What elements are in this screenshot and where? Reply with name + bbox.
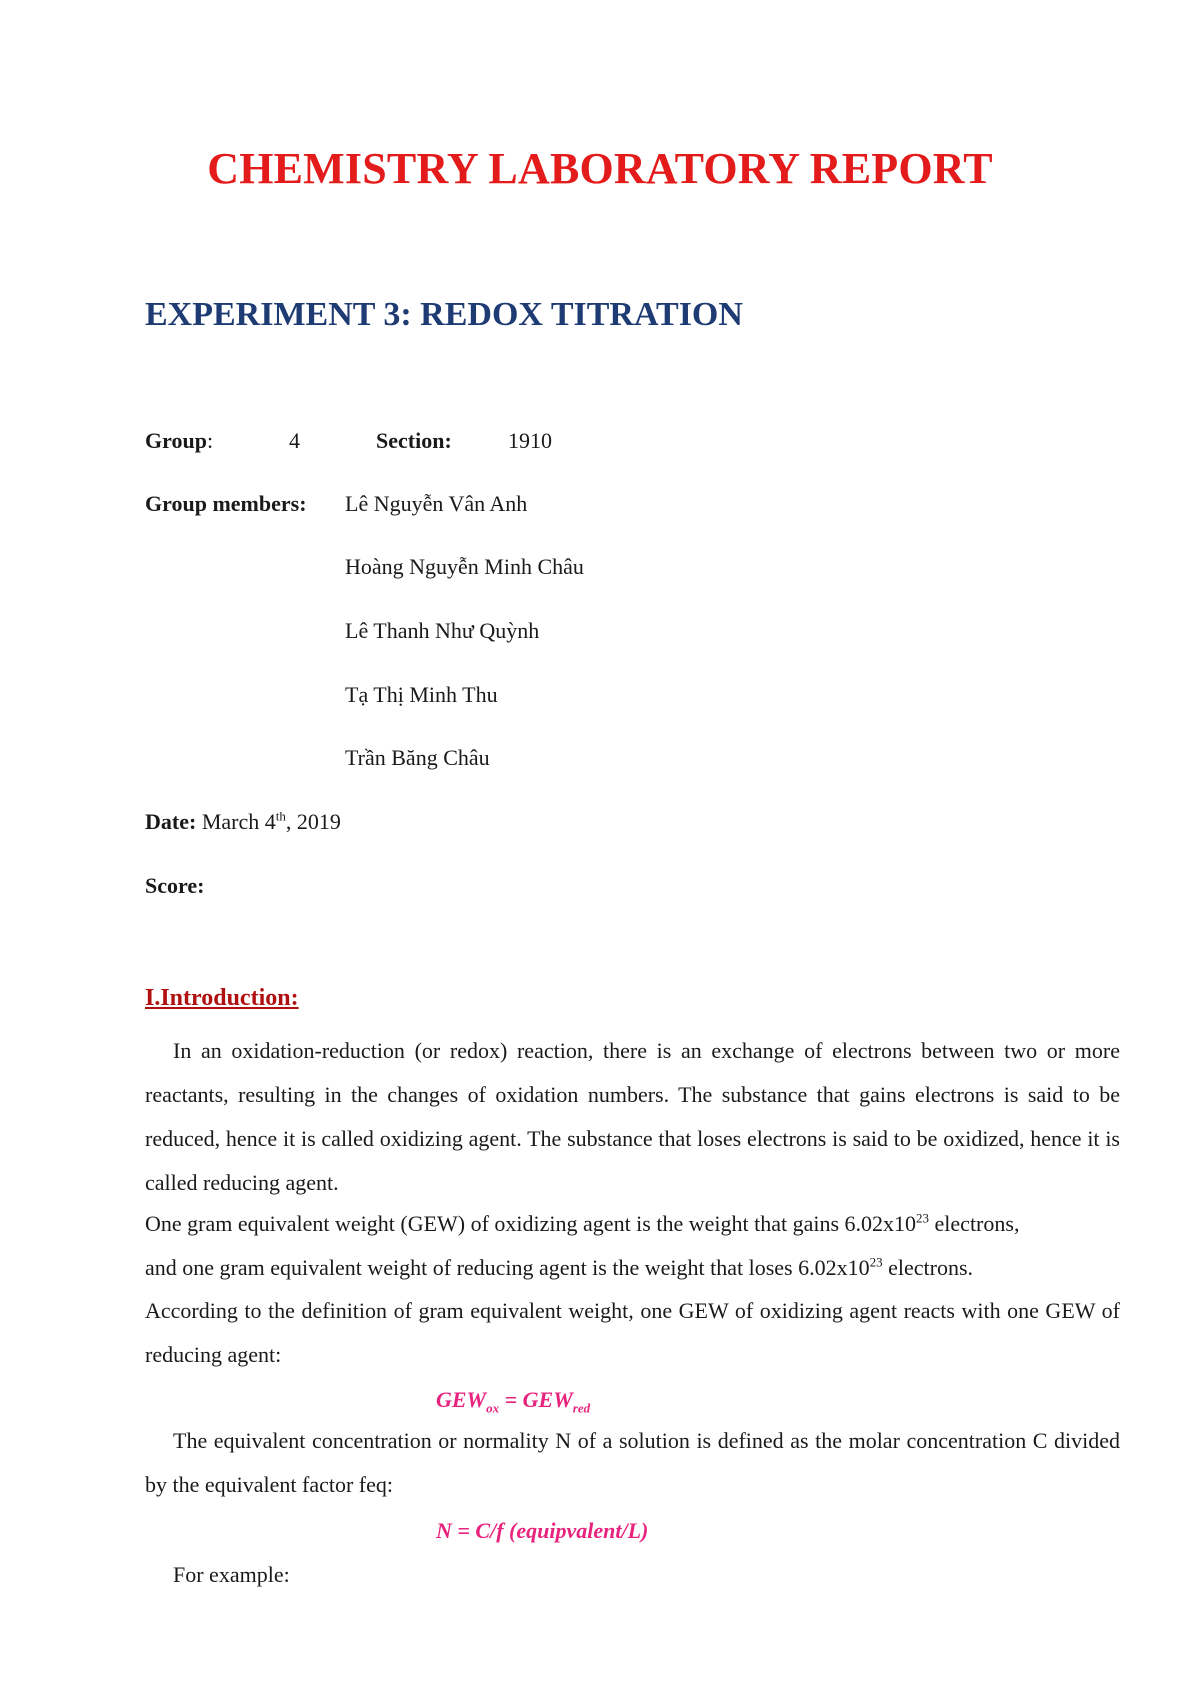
experiment-title: EXPERIMENT 3: REDOX TITRATION (145, 296, 743, 333)
group-label: Group (145, 428, 207, 453)
date-value (202, 809, 341, 834)
formula-term: GEW (436, 1387, 487, 1412)
intro-paragraph-4: The equivalent concentration or normality N of a solution is defined as the molar concentration C divided by the equivalent factor feq: (145, 1428, 1120, 1497)
members-label: Group members: (145, 491, 307, 516)
group-colon: : (206, 428, 214, 453)
formula-equals: = (499, 1387, 523, 1412)
group-row (145, 428, 213, 454)
formula-term: GEW (522, 1387, 573, 1412)
date-year: , 2019 (285, 809, 341, 834)
exponent: 23 (869, 1254, 883, 1270)
group-value: 4 (289, 428, 300, 453)
date-suffix: th (275, 808, 286, 824)
gew-line2-end: electrons. (882, 1255, 973, 1280)
section-value: 1910 (508, 428, 552, 453)
exponent: 23 (916, 1210, 930, 1226)
section-label: Section: (376, 428, 452, 453)
intro-paragraph-1: In an oxidation-reduction (or redox) reaction, there is an exchange of electrons between two or more reactants, resulting in the changes of oxidation numbers. The substance that gains electrons is said to be reduced, hence it is called oxidizing agent. The substance that loses electrons is said to be oxidized, hence it is called reducing agent. (145, 1038, 1120, 1195)
score-label: Score: (145, 873, 205, 898)
formula-subscript: ox (486, 1400, 500, 1416)
date-month-day: March 4 (201, 809, 276, 834)
member-name: Hoàng Nguyễn Minh Châu (345, 554, 584, 579)
example-label: For example: (173, 1562, 290, 1587)
date-label: Date: (145, 809, 197, 834)
member-name: Trần Băng Châu (345, 745, 490, 770)
report-title: CHEMISTRY LABORATORY REPORT (207, 144, 993, 193)
normality-formula: N = C/f (equipvalent/L) (436, 1518, 649, 1543)
intro-paragraph-3: According to the definition of gram equivalent weight, one GEW of oxidizing agent reacts with one GEW of reducing agent: (145, 1298, 1120, 1367)
gew-line1-end: electrons, (929, 1211, 1020, 1236)
introduction-heading: I.Introduction: (145, 985, 299, 1011)
gew-line1-text: One gram equivalent weight (GEW) of oxidizing agent is the weight that gains 6.02x10 (145, 1211, 917, 1236)
formula-subscript: red (572, 1400, 591, 1416)
gew-definition-line-1 (145, 1211, 1019, 1237)
member-name: Tạ Thị Minh Thu (345, 682, 498, 707)
member-name: Lê Thanh Như Quỳnh (345, 618, 540, 643)
gew-definition-line-2 (145, 1255, 973, 1281)
gew-line2-text: and one gram equivalent weight of reducing agent is the weight that loses 6.02x10 (145, 1255, 870, 1280)
gew-equality-formula (436, 1387, 591, 1416)
member-name: Lê Nguyễn Vân Anh (345, 491, 528, 516)
date-row (145, 809, 341, 835)
